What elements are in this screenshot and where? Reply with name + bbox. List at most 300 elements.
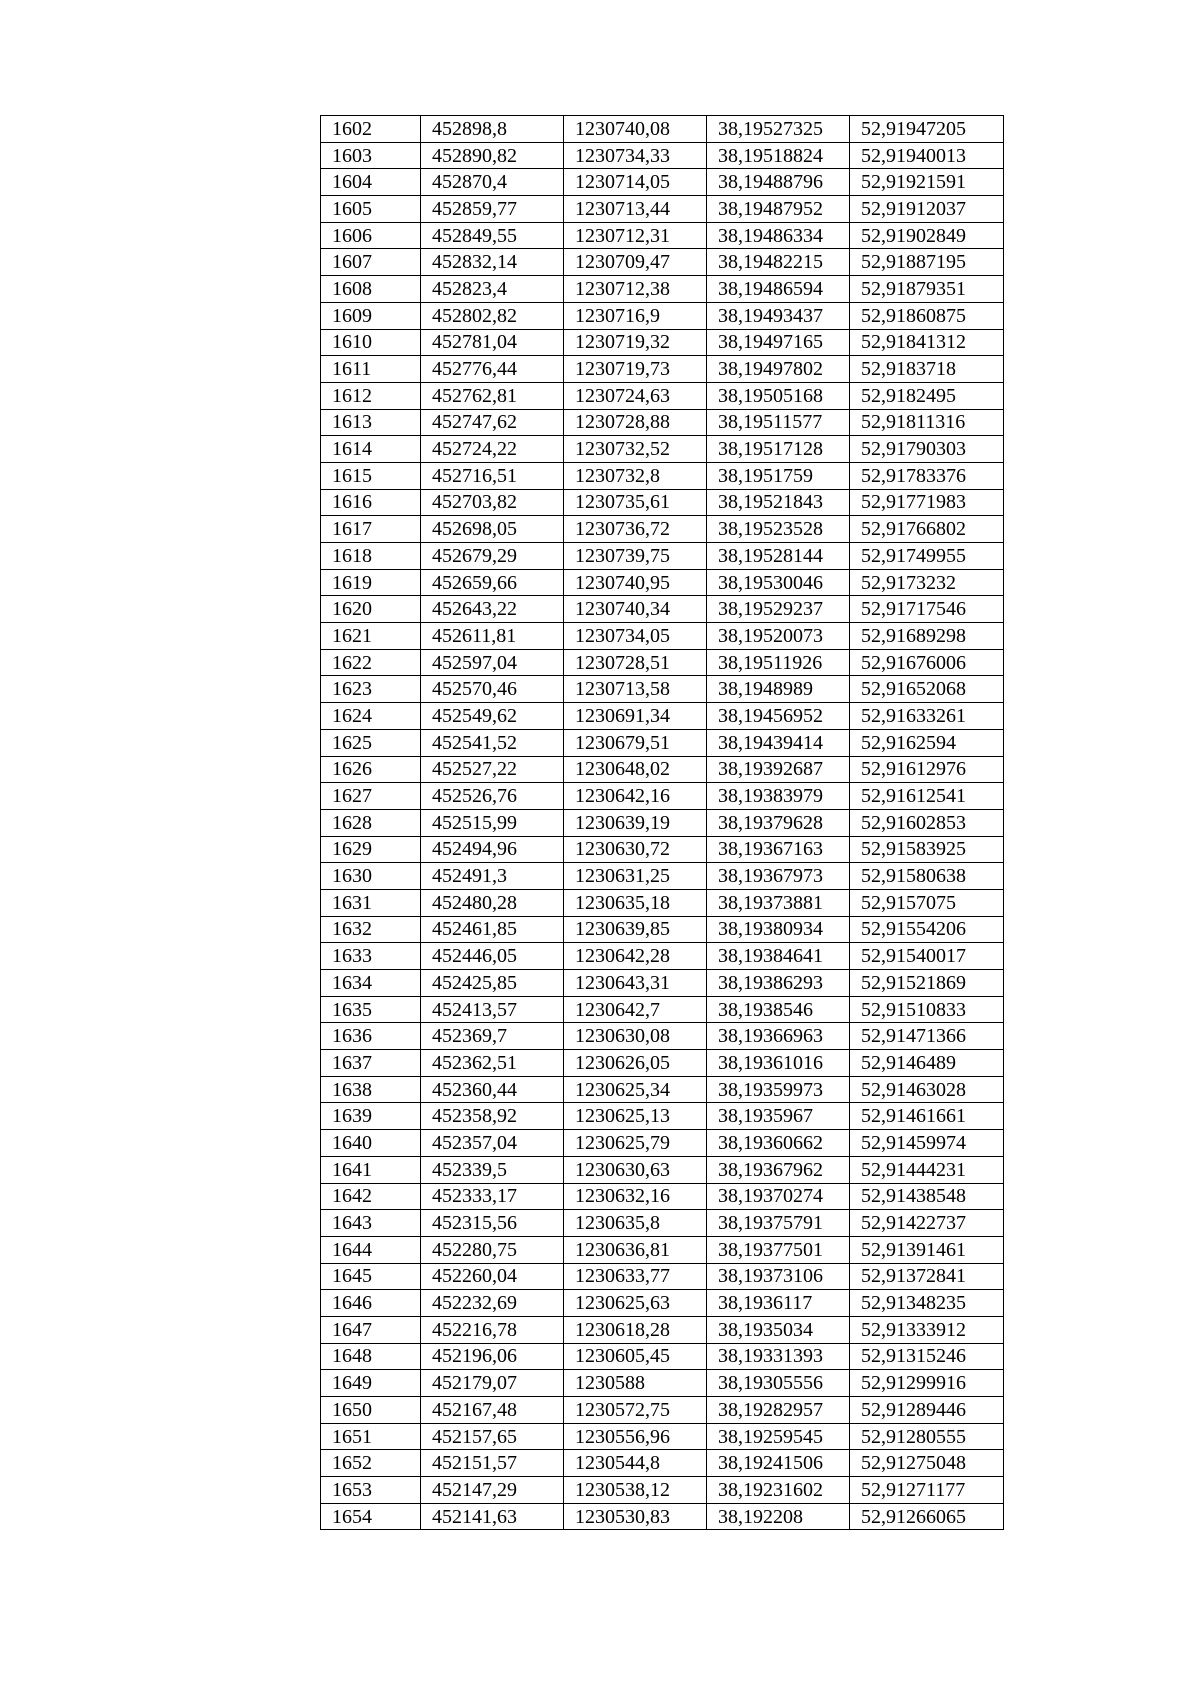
table-row (321, 329, 1004, 356)
longitude-cell: 52,91266065 (850, 1503, 1004, 1530)
table-row (321, 809, 1004, 836)
x-coordinate-cell: 452747,62 (421, 409, 564, 436)
table-row (321, 1023, 1004, 1050)
table-row (321, 596, 1004, 623)
x-coordinate-cell: 452446,05 (421, 943, 564, 970)
y-coordinate-cell: 1230630,63 (564, 1156, 707, 1183)
y-coordinate-cell: 1230736,72 (564, 516, 707, 543)
point-number-cell: 1647 (321, 1316, 421, 1343)
x-coordinate-cell: 452157,65 (421, 1423, 564, 1450)
table-row (321, 916, 1004, 943)
latitude-cell: 38,19359973 (707, 1076, 850, 1103)
longitude-cell: 52,91921591 (850, 169, 1004, 196)
y-coordinate-cell: 1230632,16 (564, 1183, 707, 1210)
point-number-cell: 1629 (321, 836, 421, 863)
x-coordinate-cell: 452849,55 (421, 222, 564, 249)
latitude-cell: 38,19331393 (707, 1343, 850, 1370)
y-coordinate-cell: 1230732,52 (564, 436, 707, 463)
latitude-cell: 38,19497165 (707, 329, 850, 356)
latitude-cell: 38,19367973 (707, 863, 850, 890)
longitude-cell: 52,91299916 (850, 1370, 1004, 1397)
y-coordinate-cell: 1230630,08 (564, 1023, 707, 1050)
longitude-cell: 52,91841312 (850, 329, 1004, 356)
table-row (321, 196, 1004, 223)
point-number-cell: 1628 (321, 809, 421, 836)
point-number-cell: 1631 (321, 889, 421, 916)
table-row (321, 1370, 1004, 1397)
latitude-cell: 38,19487952 (707, 196, 850, 223)
y-coordinate-cell: 1230732,8 (564, 462, 707, 489)
table-row (321, 489, 1004, 516)
y-coordinate-cell: 1230713,44 (564, 196, 707, 223)
x-coordinate-cell: 452716,51 (421, 462, 564, 489)
latitude-cell: 38,19383979 (707, 783, 850, 810)
longitude-cell: 52,91790303 (850, 436, 1004, 463)
x-coordinate-cell: 452823,4 (421, 276, 564, 303)
longitude-cell: 52,91612976 (850, 756, 1004, 783)
table-row (321, 1103, 1004, 1130)
latitude-cell: 38,19520073 (707, 623, 850, 650)
x-coordinate-cell: 452141,63 (421, 1503, 564, 1530)
point-number-cell: 1633 (321, 943, 421, 970)
x-coordinate-cell: 452781,04 (421, 329, 564, 356)
table-row (321, 889, 1004, 916)
longitude-cell: 52,91521869 (850, 970, 1004, 997)
y-coordinate-cell: 1230679,51 (564, 729, 707, 756)
x-coordinate-cell: 452541,52 (421, 729, 564, 756)
latitude-cell: 38,19530046 (707, 569, 850, 596)
y-coordinate-cell: 1230588 (564, 1370, 707, 1397)
x-coordinate-cell: 452179,07 (421, 1370, 564, 1397)
table-row (321, 1423, 1004, 1450)
y-coordinate-cell: 1230728,51 (564, 649, 707, 676)
table-row (321, 1450, 1004, 1477)
point-number-cell: 1643 (321, 1210, 421, 1237)
longitude-cell: 52,91333912 (850, 1316, 1004, 1343)
y-coordinate-cell: 1230642,16 (564, 783, 707, 810)
latitude-cell: 38,19305556 (707, 1370, 850, 1397)
table-row (321, 1156, 1004, 1183)
longitude-cell: 52,91459974 (850, 1130, 1004, 1157)
point-number-cell: 1621 (321, 623, 421, 650)
point-number-cell: 1617 (321, 516, 421, 543)
x-coordinate-cell: 452216,78 (421, 1316, 564, 1343)
latitude-cell: 38,19523528 (707, 516, 850, 543)
point-number-cell: 1607 (321, 249, 421, 276)
x-coordinate-cell: 452280,75 (421, 1236, 564, 1263)
longitude-cell: 52,91783376 (850, 462, 1004, 489)
x-coordinate-cell: 452762,81 (421, 382, 564, 409)
point-number-cell: 1604 (321, 169, 421, 196)
point-number-cell: 1603 (321, 142, 421, 169)
x-coordinate-cell: 452333,17 (421, 1183, 564, 1210)
point-number-cell: 1627 (321, 783, 421, 810)
point-number-cell: 1608 (321, 276, 421, 303)
y-coordinate-cell: 1230630,72 (564, 836, 707, 863)
longitude-cell: 52,91902849 (850, 222, 1004, 249)
longitude-cell: 52,9157075 (850, 889, 1004, 916)
point-number-cell: 1620 (321, 596, 421, 623)
latitude-cell: 38,19505168 (707, 382, 850, 409)
point-number-cell: 1644 (321, 1236, 421, 1263)
table-row (321, 276, 1004, 303)
longitude-cell: 52,91471366 (850, 1023, 1004, 1050)
y-coordinate-cell: 1230734,33 (564, 142, 707, 169)
latitude-cell: 38,19486334 (707, 222, 850, 249)
coordinates-table-body (321, 116, 1004, 1530)
latitude-cell: 38,19259545 (707, 1423, 850, 1450)
x-coordinate-cell: 452679,29 (421, 543, 564, 570)
table-row (321, 1503, 1004, 1530)
y-coordinate-cell: 1230642,7 (564, 996, 707, 1023)
table-row (321, 382, 1004, 409)
table-row (321, 863, 1004, 890)
point-number-cell: 1654 (321, 1503, 421, 1530)
x-coordinate-cell: 452480,28 (421, 889, 564, 916)
latitude-cell: 38,19366963 (707, 1023, 850, 1050)
y-coordinate-cell: 1230739,75 (564, 543, 707, 570)
latitude-cell: 38,19527325 (707, 116, 850, 143)
y-coordinate-cell: 1230618,28 (564, 1316, 707, 1343)
longitude-cell: 52,91275048 (850, 1450, 1004, 1477)
point-number-cell: 1652 (321, 1450, 421, 1477)
longitude-cell: 52,91372841 (850, 1263, 1004, 1290)
latitude-cell: 38,19367962 (707, 1156, 850, 1183)
longitude-cell: 52,9183718 (850, 356, 1004, 383)
point-number-cell: 1639 (321, 1103, 421, 1130)
longitude-cell: 52,9162594 (850, 729, 1004, 756)
latitude-cell: 38,19439414 (707, 729, 850, 756)
y-coordinate-cell: 1230538,12 (564, 1477, 707, 1504)
x-coordinate-cell: 452167,48 (421, 1397, 564, 1424)
y-coordinate-cell: 1230633,77 (564, 1263, 707, 1290)
longitude-cell: 52,9146489 (850, 1050, 1004, 1077)
latitude-cell: 38,1935034 (707, 1316, 850, 1343)
table-row (321, 1343, 1004, 1370)
y-coordinate-cell: 1230724,63 (564, 382, 707, 409)
y-coordinate-cell: 1230635,18 (564, 889, 707, 916)
table-row (321, 1236, 1004, 1263)
table-row (321, 409, 1004, 436)
table-row (321, 783, 1004, 810)
x-coordinate-cell: 452369,7 (421, 1023, 564, 1050)
latitude-cell: 38,19367163 (707, 836, 850, 863)
x-coordinate-cell: 452515,99 (421, 809, 564, 836)
longitude-cell: 52,91554206 (850, 916, 1004, 943)
table-row (321, 970, 1004, 997)
x-coordinate-cell: 452151,57 (421, 1450, 564, 1477)
table-row (321, 836, 1004, 863)
latitude-cell: 38,1935967 (707, 1103, 850, 1130)
y-coordinate-cell: 1230691,34 (564, 703, 707, 730)
x-coordinate-cell: 452776,44 (421, 356, 564, 383)
y-coordinate-cell: 1230712,38 (564, 276, 707, 303)
point-number-cell: 1605 (321, 196, 421, 223)
x-coordinate-cell: 452491,3 (421, 863, 564, 890)
longitude-cell: 52,91444231 (850, 1156, 1004, 1183)
x-coordinate-cell: 452698,05 (421, 516, 564, 543)
point-number-cell: 1618 (321, 543, 421, 570)
longitude-cell: 52,91947205 (850, 116, 1004, 143)
y-coordinate-cell: 1230625,79 (564, 1130, 707, 1157)
table-row (321, 649, 1004, 676)
table-row (321, 1183, 1004, 1210)
longitude-cell: 52,91540017 (850, 943, 1004, 970)
point-number-cell: 1614 (321, 436, 421, 463)
y-coordinate-cell: 1230648,02 (564, 756, 707, 783)
point-number-cell: 1615 (321, 462, 421, 489)
longitude-cell: 52,91315246 (850, 1343, 1004, 1370)
y-coordinate-cell: 1230713,58 (564, 676, 707, 703)
latitude-cell: 38,19488796 (707, 169, 850, 196)
longitude-cell: 52,91583925 (850, 836, 1004, 863)
point-number-cell: 1632 (321, 916, 421, 943)
x-coordinate-cell: 452526,76 (421, 783, 564, 810)
x-coordinate-cell: 452643,22 (421, 596, 564, 623)
y-coordinate-cell: 1230626,05 (564, 1050, 707, 1077)
y-coordinate-cell: 1230734,05 (564, 623, 707, 650)
point-number-cell: 1612 (321, 382, 421, 409)
latitude-cell: 38,19375791 (707, 1210, 850, 1237)
point-number-cell: 1634 (321, 970, 421, 997)
x-coordinate-cell: 452413,57 (421, 996, 564, 1023)
y-coordinate-cell: 1230728,88 (564, 409, 707, 436)
point-number-cell: 1606 (321, 222, 421, 249)
y-coordinate-cell: 1230740,08 (564, 116, 707, 143)
point-number-cell: 1641 (321, 1156, 421, 1183)
table-row (321, 543, 1004, 570)
longitude-cell: 52,91717546 (850, 596, 1004, 623)
latitude-cell: 38,1951759 (707, 462, 850, 489)
x-coordinate-cell: 452196,06 (421, 1343, 564, 1370)
latitude-cell: 38,19392687 (707, 756, 850, 783)
y-coordinate-cell: 1230712,31 (564, 222, 707, 249)
longitude-cell: 52,9182495 (850, 382, 1004, 409)
point-number-cell: 1613 (321, 409, 421, 436)
point-number-cell: 1602 (321, 116, 421, 143)
point-number-cell: 1616 (321, 489, 421, 516)
point-number-cell: 1653 (321, 1477, 421, 1504)
x-coordinate-cell: 452494,96 (421, 836, 564, 863)
latitude-cell: 38,19456952 (707, 703, 850, 730)
table-row (321, 249, 1004, 276)
longitude-cell: 52,91348235 (850, 1290, 1004, 1317)
y-coordinate-cell: 1230625,13 (564, 1103, 707, 1130)
point-number-cell: 1642 (321, 1183, 421, 1210)
table-row (321, 1316, 1004, 1343)
table-row (321, 462, 1004, 489)
point-number-cell: 1638 (321, 1076, 421, 1103)
latitude-cell: 38,19511926 (707, 649, 850, 676)
x-coordinate-cell: 452260,04 (421, 1263, 564, 1290)
table-row (321, 356, 1004, 383)
latitude-cell: 38,19517128 (707, 436, 850, 463)
table-row (321, 142, 1004, 169)
table-row (321, 169, 1004, 196)
x-coordinate-cell: 452549,62 (421, 703, 564, 730)
latitude-cell: 38,19486594 (707, 276, 850, 303)
y-coordinate-cell: 1230740,95 (564, 569, 707, 596)
latitude-cell: 38,1936117 (707, 1290, 850, 1317)
y-coordinate-cell: 1230642,28 (564, 943, 707, 970)
table-row (321, 569, 1004, 596)
latitude-cell: 38,1948989 (707, 676, 850, 703)
x-coordinate-cell: 452232,69 (421, 1290, 564, 1317)
table-row (321, 996, 1004, 1023)
longitude-cell: 52,91271177 (850, 1477, 1004, 1504)
y-coordinate-cell: 1230735,61 (564, 489, 707, 516)
y-coordinate-cell: 1230643,31 (564, 970, 707, 997)
latitude-cell: 38,19379628 (707, 809, 850, 836)
longitude-cell: 52,91689298 (850, 623, 1004, 650)
latitude-cell: 38,192208 (707, 1503, 850, 1530)
longitude-cell: 52,9173232 (850, 569, 1004, 596)
table-row (321, 116, 1004, 143)
x-coordinate-cell: 452147,29 (421, 1477, 564, 1504)
latitude-cell: 38,19370274 (707, 1183, 850, 1210)
table-row (321, 703, 1004, 730)
table-row (321, 1130, 1004, 1157)
table-row (321, 1076, 1004, 1103)
table-row (321, 676, 1004, 703)
longitude-cell: 52,91391461 (850, 1236, 1004, 1263)
longitude-cell: 52,91289446 (850, 1397, 1004, 1424)
longitude-cell: 52,91860875 (850, 302, 1004, 329)
point-number-cell: 1609 (321, 302, 421, 329)
latitude-cell: 38,19497802 (707, 356, 850, 383)
longitude-cell: 52,91887195 (850, 249, 1004, 276)
x-coordinate-cell: 452425,85 (421, 970, 564, 997)
longitude-cell: 52,91811316 (850, 409, 1004, 436)
y-coordinate-cell: 1230530,83 (564, 1503, 707, 1530)
x-coordinate-cell: 452362,51 (421, 1050, 564, 1077)
latitude-cell: 38,19231602 (707, 1477, 850, 1504)
y-coordinate-cell: 1230631,25 (564, 863, 707, 890)
latitude-cell: 38,19360662 (707, 1130, 850, 1157)
table-row (321, 516, 1004, 543)
x-coordinate-cell: 452724,22 (421, 436, 564, 463)
table-row (321, 943, 1004, 970)
latitude-cell: 38,19493437 (707, 302, 850, 329)
point-number-cell: 1645 (321, 1263, 421, 1290)
latitude-cell: 38,19361016 (707, 1050, 850, 1077)
y-coordinate-cell: 1230635,8 (564, 1210, 707, 1237)
latitude-cell: 38,19528144 (707, 543, 850, 570)
longitude-cell: 52,91652068 (850, 676, 1004, 703)
y-coordinate-cell: 1230605,45 (564, 1343, 707, 1370)
y-coordinate-cell: 1230556,96 (564, 1423, 707, 1450)
longitude-cell: 52,91940013 (850, 142, 1004, 169)
point-number-cell: 1610 (321, 329, 421, 356)
y-coordinate-cell: 1230709,47 (564, 249, 707, 276)
x-coordinate-cell: 452315,56 (421, 1210, 564, 1237)
longitude-cell: 52,91633261 (850, 703, 1004, 730)
x-coordinate-cell: 452461,85 (421, 916, 564, 943)
y-coordinate-cell: 1230625,63 (564, 1290, 707, 1317)
latitude-cell: 38,19380934 (707, 916, 850, 943)
latitude-cell: 38,19518824 (707, 142, 850, 169)
latitude-cell: 38,19373881 (707, 889, 850, 916)
point-number-cell: 1636 (321, 1023, 421, 1050)
x-coordinate-cell: 452358,92 (421, 1103, 564, 1130)
x-coordinate-cell: 452570,46 (421, 676, 564, 703)
point-number-cell: 1624 (321, 703, 421, 730)
longitude-cell: 52,91766802 (850, 516, 1004, 543)
longitude-cell: 52,91771983 (850, 489, 1004, 516)
table-row (321, 1263, 1004, 1290)
x-coordinate-cell: 452357,04 (421, 1130, 564, 1157)
x-coordinate-cell: 452870,4 (421, 169, 564, 196)
table-row (321, 1050, 1004, 1077)
point-number-cell: 1611 (321, 356, 421, 383)
point-number-cell: 1626 (321, 756, 421, 783)
table-row (321, 729, 1004, 756)
longitude-cell: 52,91510833 (850, 996, 1004, 1023)
x-coordinate-cell: 452898,8 (421, 116, 564, 143)
y-coordinate-cell: 1230636,81 (564, 1236, 707, 1263)
table-row (321, 1397, 1004, 1424)
longitude-cell: 52,91438548 (850, 1183, 1004, 1210)
table-row (321, 1290, 1004, 1317)
longitude-cell: 52,91461661 (850, 1103, 1004, 1130)
point-number-cell: 1640 (321, 1130, 421, 1157)
y-coordinate-cell: 1230639,85 (564, 916, 707, 943)
latitude-cell: 38,19373106 (707, 1263, 850, 1290)
y-coordinate-cell: 1230719,73 (564, 356, 707, 383)
x-coordinate-cell: 452832,14 (421, 249, 564, 276)
point-number-cell: 1651 (321, 1423, 421, 1450)
table-row (321, 1210, 1004, 1237)
x-coordinate-cell: 452659,66 (421, 569, 564, 596)
point-number-cell: 1650 (321, 1397, 421, 1424)
table-row (321, 623, 1004, 650)
y-coordinate-cell: 1230740,34 (564, 596, 707, 623)
point-number-cell: 1623 (321, 676, 421, 703)
y-coordinate-cell: 1230544,8 (564, 1450, 707, 1477)
latitude-cell: 38,19282957 (707, 1397, 850, 1424)
table-row (321, 302, 1004, 329)
table-row (321, 1477, 1004, 1504)
point-number-cell: 1637 (321, 1050, 421, 1077)
latitude-cell: 38,19377501 (707, 1236, 850, 1263)
table-row (321, 436, 1004, 463)
point-number-cell: 1635 (321, 996, 421, 1023)
y-coordinate-cell: 1230625,34 (564, 1076, 707, 1103)
point-number-cell: 1619 (321, 569, 421, 596)
latitude-cell: 38,19511577 (707, 409, 850, 436)
latitude-cell: 38,19384641 (707, 943, 850, 970)
x-coordinate-cell: 452597,04 (421, 649, 564, 676)
longitude-cell: 52,91912037 (850, 196, 1004, 223)
longitude-cell: 52,91422737 (850, 1210, 1004, 1237)
longitude-cell: 52,91280555 (850, 1423, 1004, 1450)
y-coordinate-cell: 1230639,19 (564, 809, 707, 836)
longitude-cell: 52,91676006 (850, 649, 1004, 676)
longitude-cell: 52,91580638 (850, 863, 1004, 890)
latitude-cell: 38,19529237 (707, 596, 850, 623)
longitude-cell: 52,91879351 (850, 276, 1004, 303)
point-number-cell: 1622 (321, 649, 421, 676)
latitude-cell: 38,19521843 (707, 489, 850, 516)
latitude-cell: 38,19386293 (707, 970, 850, 997)
x-coordinate-cell: 452859,77 (421, 196, 564, 223)
point-number-cell: 1648 (321, 1343, 421, 1370)
longitude-cell: 52,91602853 (850, 809, 1004, 836)
x-coordinate-cell: 452890,82 (421, 142, 564, 169)
x-coordinate-cell: 452611,81 (421, 623, 564, 650)
latitude-cell: 38,19241506 (707, 1450, 850, 1477)
table-row (321, 756, 1004, 783)
